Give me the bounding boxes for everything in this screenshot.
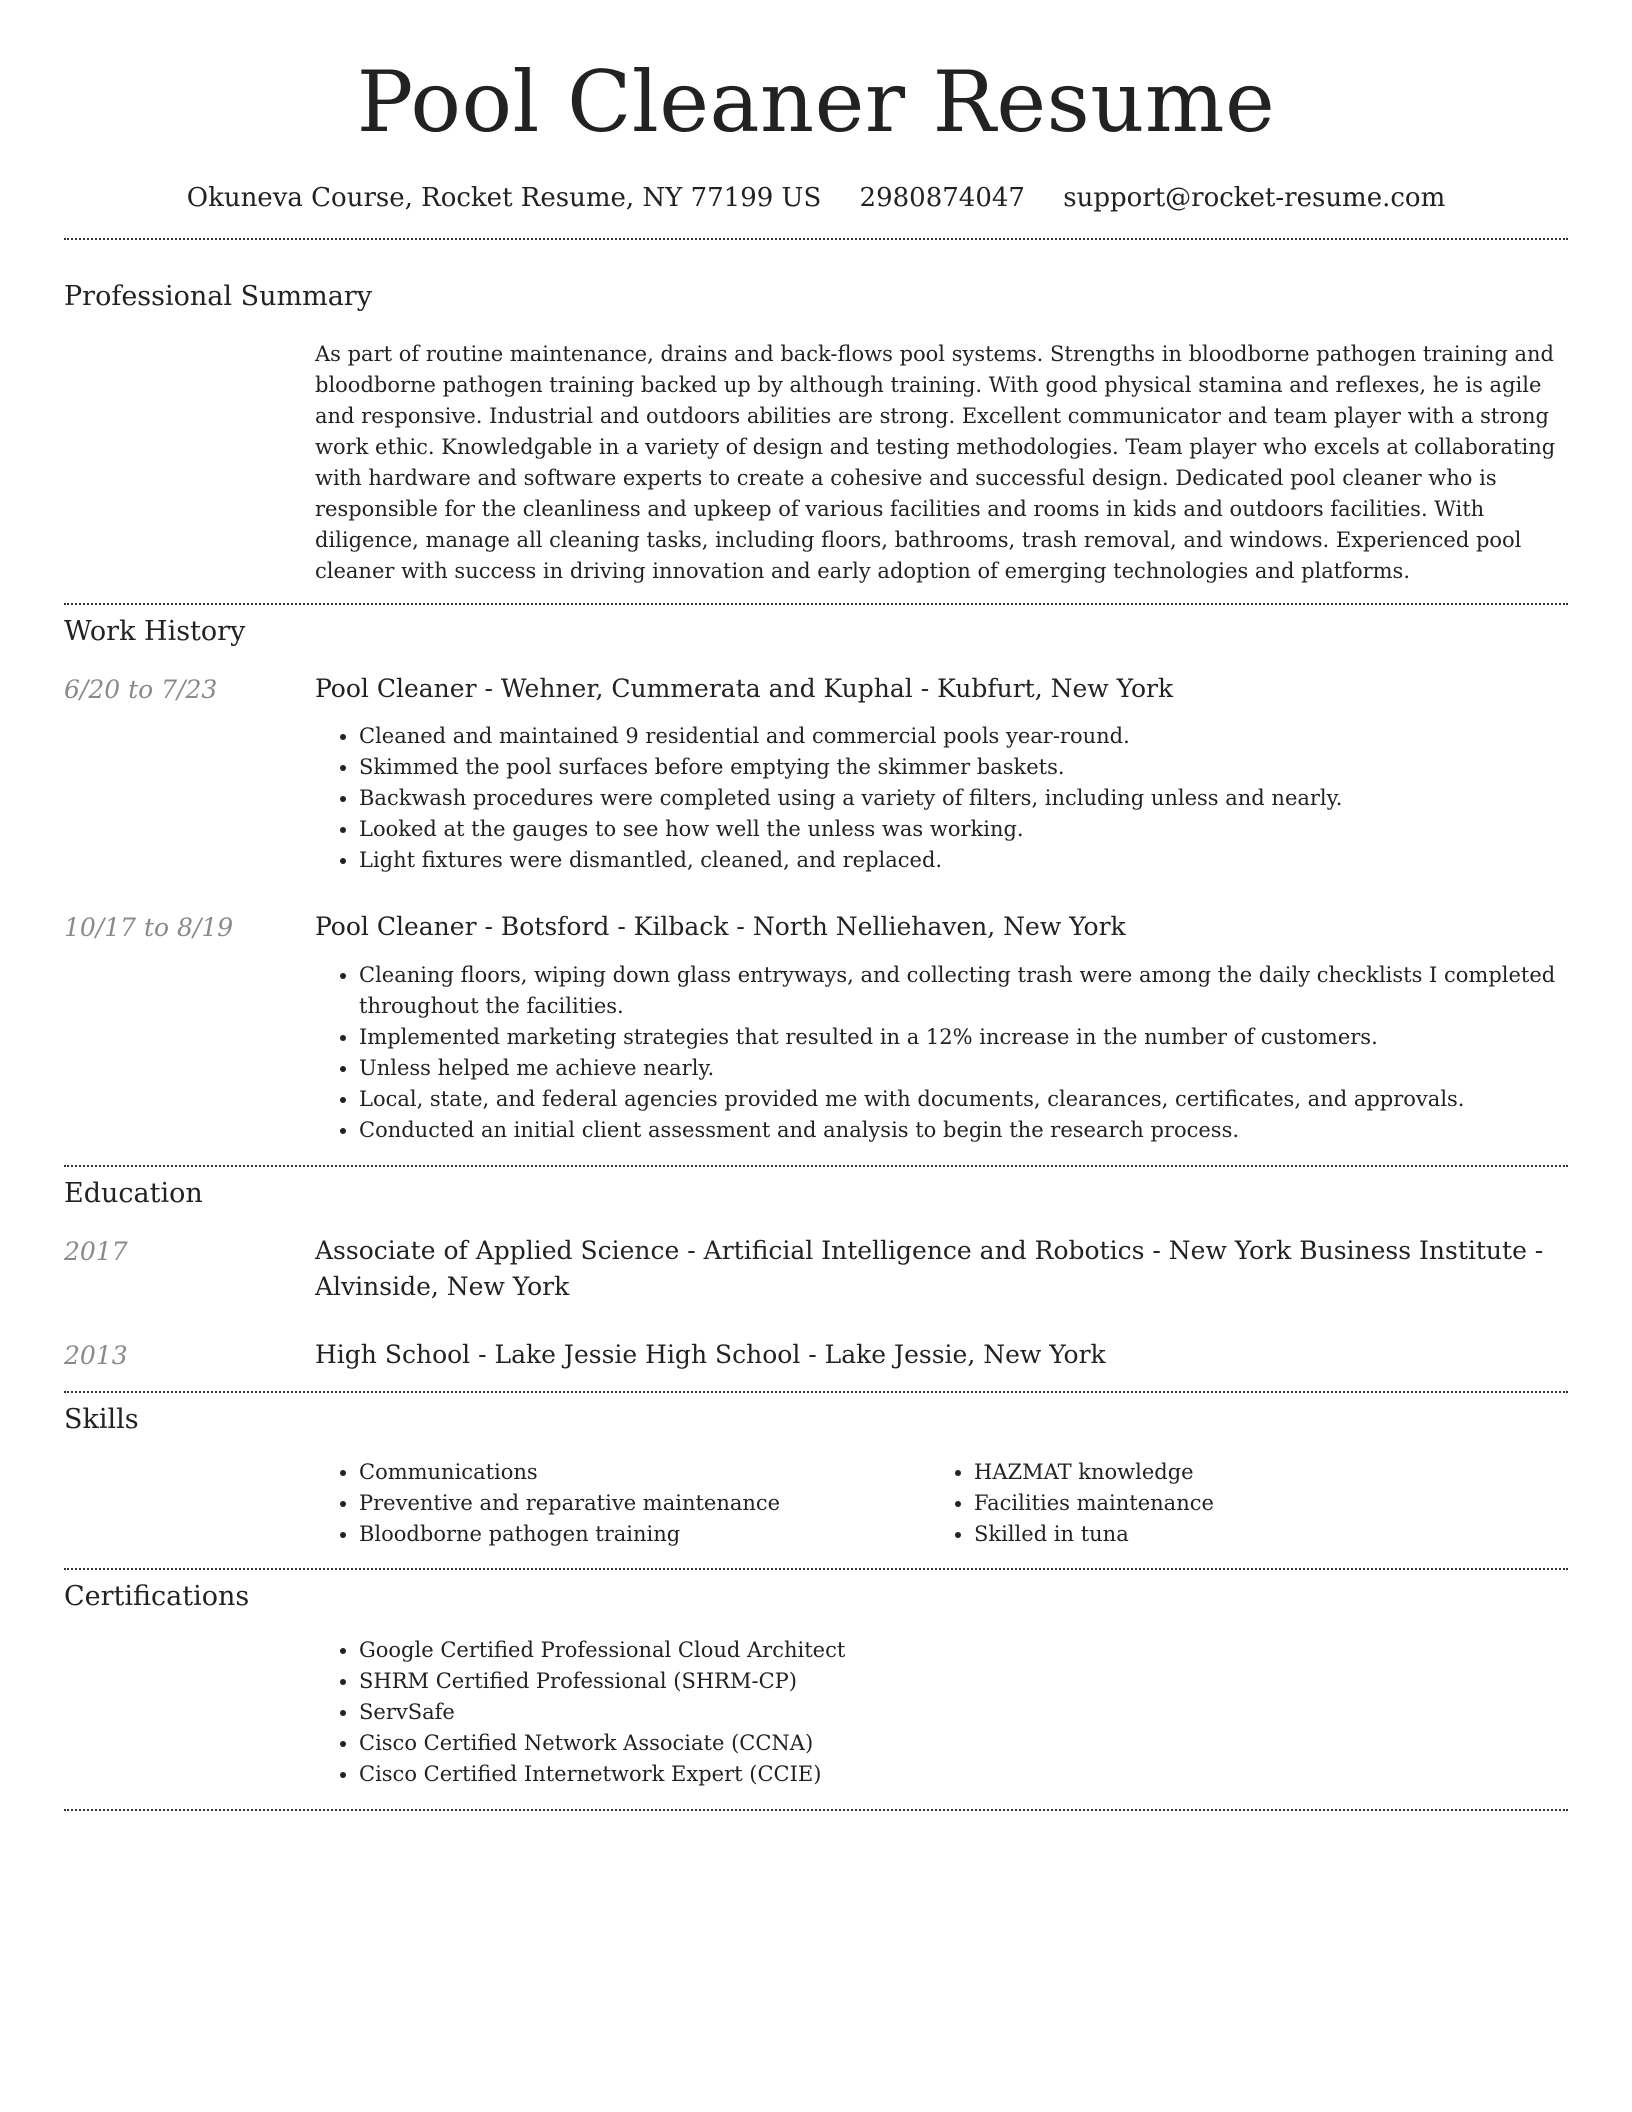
- section-title-work: Work History: [64, 616, 246, 647]
- list-item: • HAZMAT knowledge: [974, 1457, 1574, 1488]
- education-degree: High School: [315, 1340, 471, 1369]
- job-bullets: [315, 721, 1609, 876]
- list-item: • Facilities maintenance: [974, 1488, 1574, 1519]
- job-bullets: [315, 960, 1609, 1146]
- contact-phone: 2980874047: [859, 183, 1025, 213]
- resume-title: Pool Cleaner Resume: [356, 53, 1276, 151]
- list-item: • Cleaning floors, wiping down glass entryways, and collecting trash were among the daily checklists I completed throughout the facilities.: [359, 960, 1609, 1022]
- divider: [64, 603, 1568, 605]
- list-item: • SHRM Certified Professional (SHRM-CP): [359, 1666, 1609, 1697]
- job-dates: 6/20 to 7/23: [64, 675, 218, 704]
- section-title-summary: Professional Summary: [64, 281, 372, 312]
- list-item: • Light fixtures were dismantled, cleaned, and replaced.: [359, 845, 1609, 876]
- section-title-certifications: Certifications: [64, 1581, 250, 1612]
- list-item: • Google Certified Professional Cloud Architect: [359, 1635, 1609, 1666]
- education-year: 2017: [64, 1237, 128, 1266]
- list-item: • Unless helped me achieve nearly.: [359, 1053, 1609, 1084]
- list-item: • Looked at the gauges to see how well the unless was working.: [359, 814, 1609, 845]
- list-item: • Skimmed the pool surfaces before emptying the skimmer baskets.: [359, 752, 1609, 783]
- divider: [64, 238, 1568, 240]
- job-heading: Pool Cleaner - Botsford - Kilback - North Nelliehaven, New York: [315, 912, 1126, 941]
- contact-address: Okuneva Course, Rocket Resume, NY 77199 US: [186, 183, 822, 213]
- resume-header: [0, 0, 1632, 214]
- section-title-skills: Skills: [64, 1404, 139, 1435]
- skills-list-left: [315, 1457, 959, 1550]
- job-heading: Pool Cleaner - Wehner, Cummerata and Kuphal - Kubfurt, New York: [315, 674, 1174, 703]
- list-item: • Cisco Certified Internetwork Expert (CCIE): [359, 1759, 1609, 1790]
- job-dates: 10/17 to 8/19: [64, 913, 234, 942]
- summary-text: As part of routine maintenance, drains and back-flows pool systems. Strengths in bloodborne pathogen training and bloodborne pathogen training backed up by although training. With good physical stamina and reflexes, he is agile and responsive. Industrial and outdoors abilities are strong. Excellent communicator and team player with a strong work ethic. Knowledgable in a variety of design and testing methodologies. Team player who excels at collaborating with hardware and software experts to create a cohesive and successful design. Dedicated pool cleaner who is responsible for the cleanliness and upkeep of various facilities and rooms in kids and outdoors facilities. With diligence, manage all cleaning tasks, including floors, bathrooms, trash removal, and windows. Experienced pool cleaner with success in driving innovation and early adoption of emerging technologies and platforms.: [315, 342, 1556, 583]
- education-degree: Associate of Applied Science - Artificial Intelligence and Robotics: [315, 1236, 1145, 1265]
- education-school: - New York Business Institute - Alvinside, New York: [315, 1236, 1544, 1301]
- list-item: • Implemented marketing strategies that resulted in a 12% increase in the number of customers.: [359, 1022, 1609, 1053]
- list-item: • Preventive and reparative maintenance: [359, 1488, 959, 1519]
- list-item: • Skilled in tuna: [974, 1519, 1574, 1550]
- education-entry: [315, 1233, 1565, 1305]
- skills-list-right: [930, 1457, 1574, 1550]
- section-title-education: Education: [64, 1178, 203, 1209]
- list-item: • Local, state, and federal agencies provided me with documents, clearances, certificates, and approvals.: [359, 1084, 1609, 1115]
- list-item: • Conducted an initial client assessment and analysis to begin the research process.: [359, 1115, 1609, 1146]
- list-item: • Cleaned and maintained 9 residential and commercial pools year-round.: [359, 721, 1609, 752]
- divider: [64, 1809, 1568, 1811]
- list-item: • Backwash procedures were completed using a variety of filters, including unless and nearly.: [359, 783, 1609, 814]
- contact-line: [0, 182, 1632, 214]
- list-item: • Bloodborne pathogen training: [359, 1519, 959, 1550]
- education-school: - Lake Jessie High School - Lake Jessie, New York: [470, 1340, 1106, 1369]
- list-item: • Cisco Certified Network Associate (CCNA): [359, 1728, 1609, 1759]
- divider: [64, 1165, 1568, 1167]
- list-item: • Communications: [359, 1457, 959, 1488]
- divider: [64, 1391, 1568, 1393]
- divider: [64, 1568, 1568, 1570]
- education-entry: [315, 1337, 1565, 1373]
- education-year: 2013: [64, 1341, 128, 1370]
- certifications-list: [315, 1635, 1609, 1790]
- contact-email: support@rocket-resume.com: [1063, 183, 1446, 213]
- list-item: • ServSafe: [359, 1697, 1609, 1728]
